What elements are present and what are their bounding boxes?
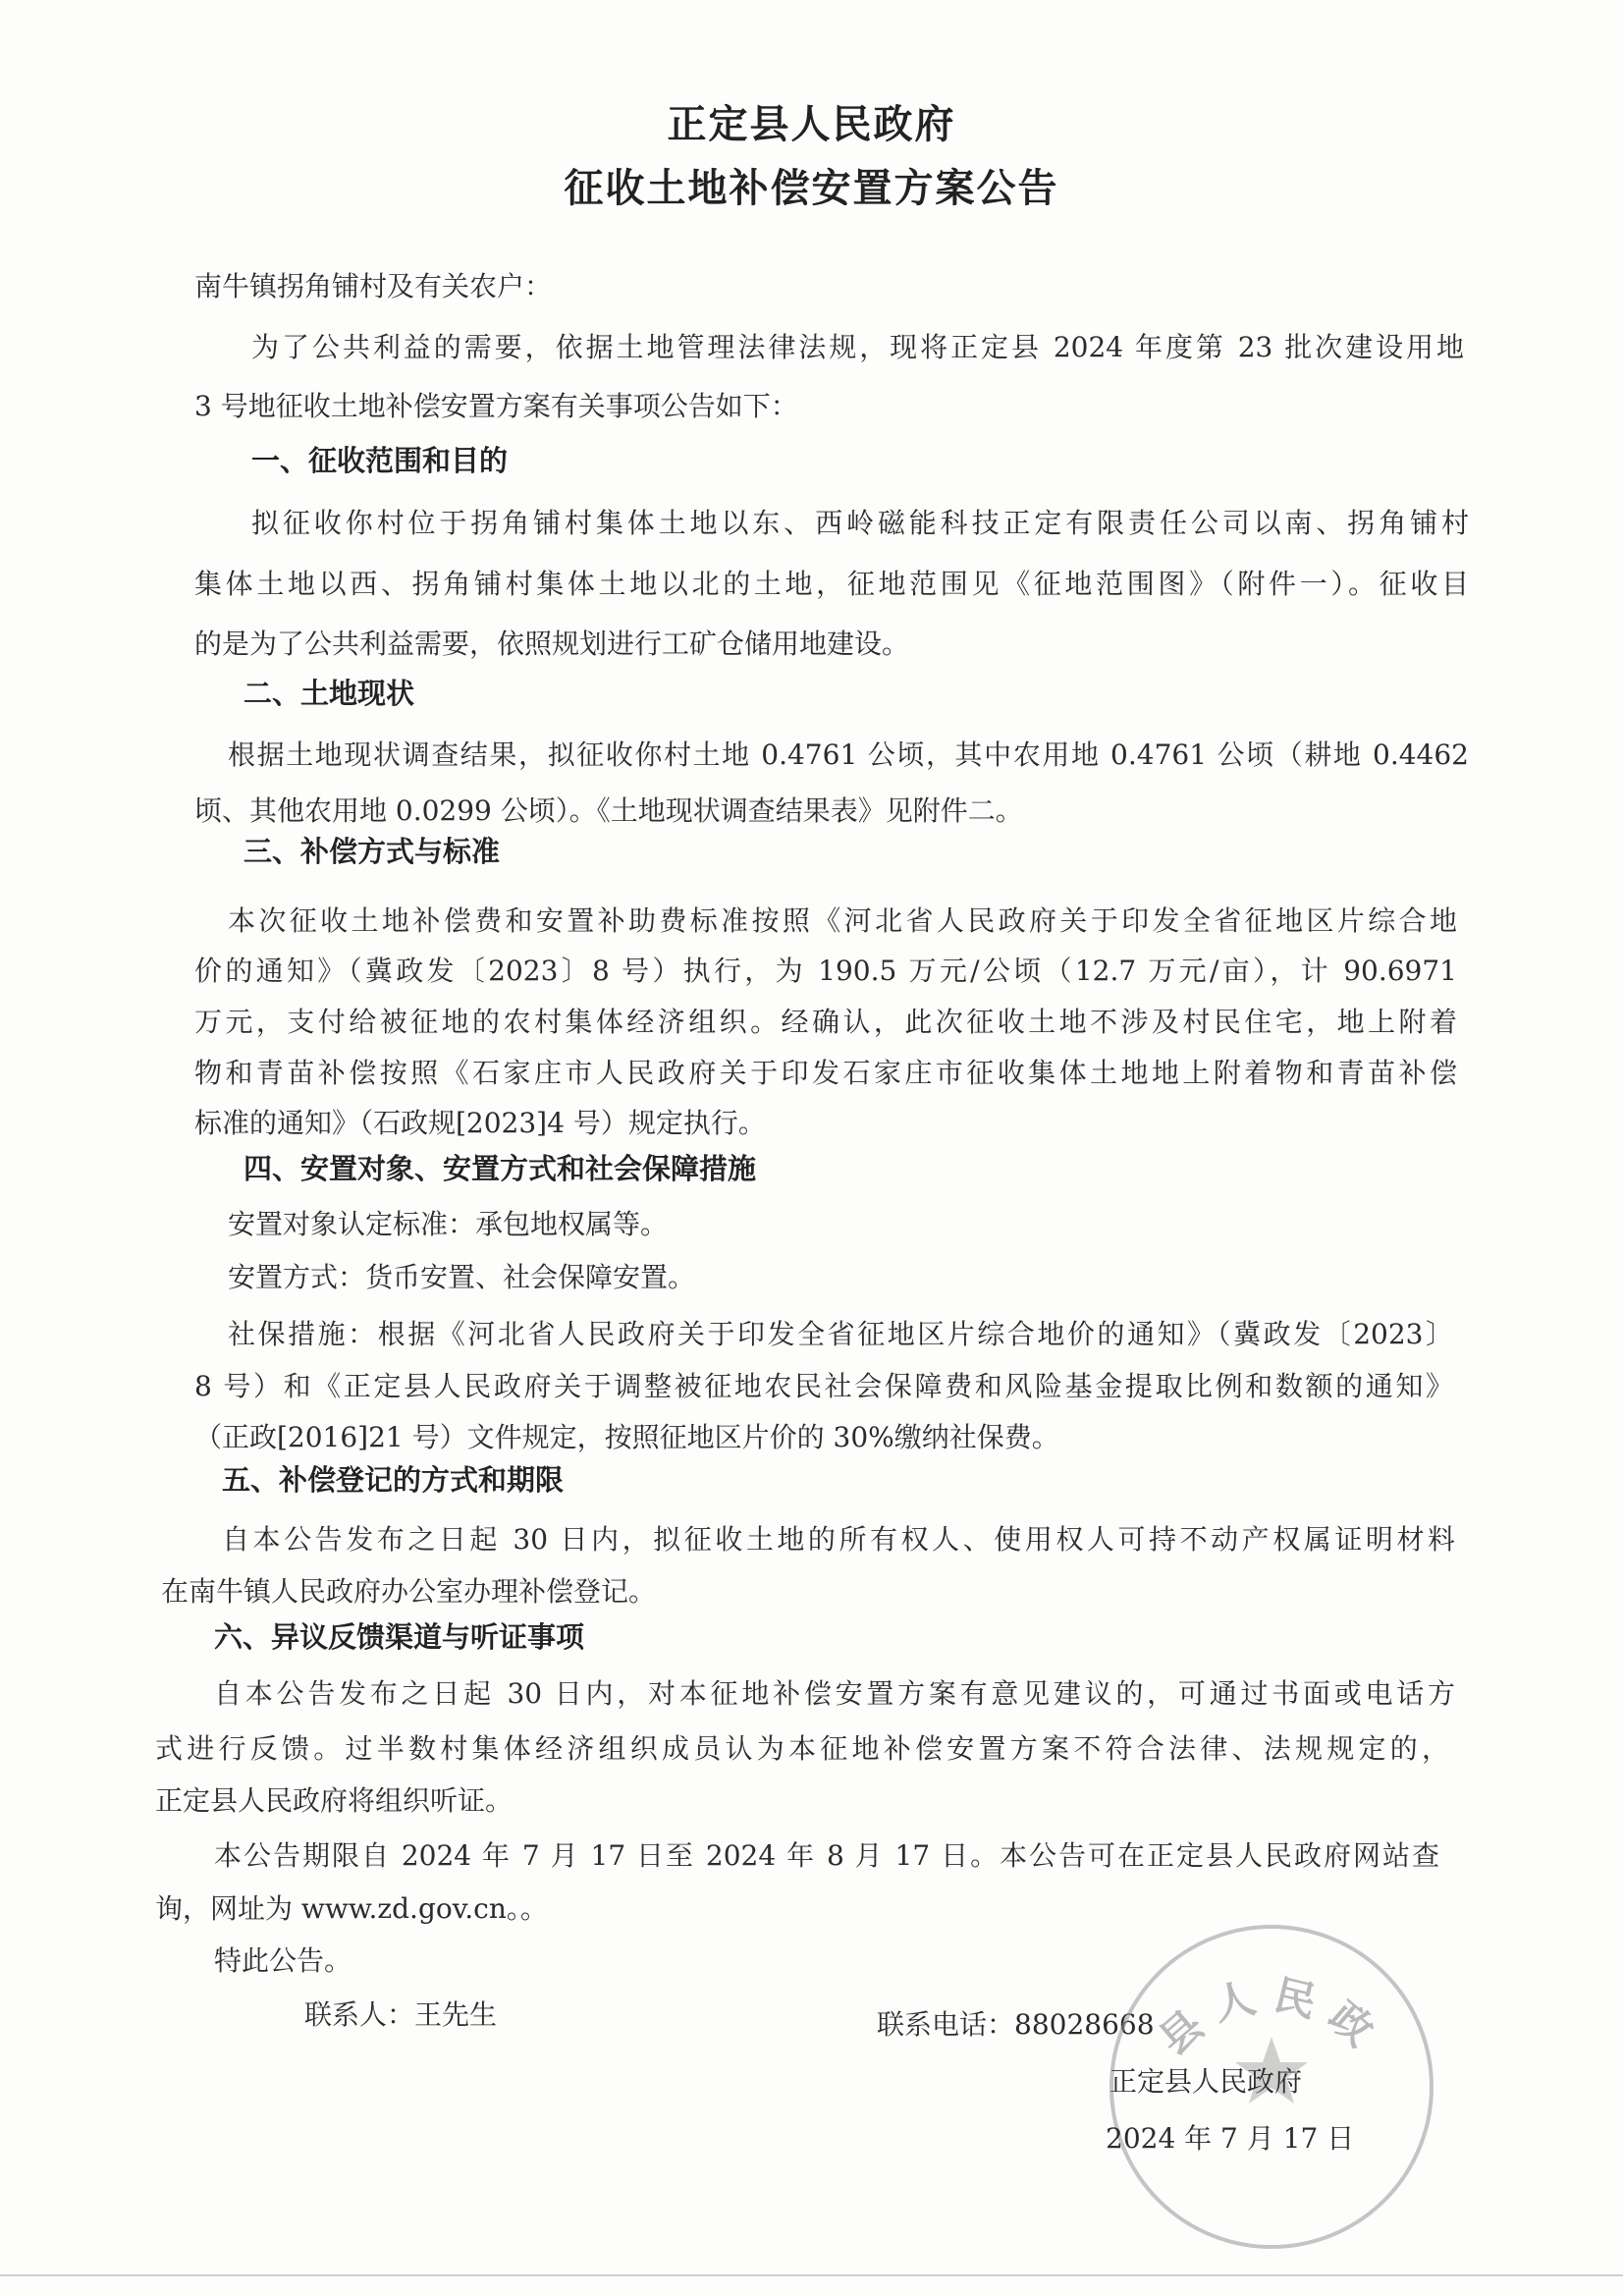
- section-2-line-1: 根据土地现状调查结果，拟征收你村土地 0.4761 公顷，其中农用地 0.4761 公顷（耕地 0.4462: [228, 738, 1469, 771]
- section-1-line-1: 拟征收你村位于拐角铺村集体土地以东、西岭磁能科技正定有限责任公司以南、拐角铺村: [251, 507, 1469, 539]
- section-5-line-2: 在南牛镇人民政府办公室办理补偿登记。: [161, 1575, 657, 1608]
- section-4-line-4: 8 号）和《正定县人民政府关于调整被征地农民社会保障费和风险基金提取比例和数额的通知》: [194, 1370, 1453, 1402]
- section-3-heading: 三、补偿方式与标准: [243, 835, 501, 868]
- intro-line-1: 为了公共利益的需要，依据土地管理法律法规，现将正定县 2024 年度第 23 批次建设用地: [251, 331, 1464, 363]
- section-1-heading: 一、征收范围和目的: [251, 444, 509, 477]
- section-4-line-2: 安置方式：货币安置、社会保障安置。: [228, 1261, 696, 1293]
- section-4-line-1: 安置对象认定标准：承包地权属等。: [228, 1208, 669, 1240]
- section-6-line-3: 正定县人民政府将组织听证。: [155, 1784, 514, 1817]
- section-6-line-2: 式进行反馈。过半数村集体经济组织成员认为本征地补偿安置方案不符合法律、法规规定的，: [155, 1732, 1449, 1765]
- contact-person: 联系人：王先生: [304, 1998, 498, 2031]
- section-2-heading: 二、土地现状: [243, 677, 415, 710]
- section-5-heading: 五、补偿登记的方式和期限: [222, 1463, 565, 1497]
- issuer-name: 正定县人民政府: [1109, 2065, 1303, 2098]
- section-6-heading: 六、异议反馈渠道与听证事项: [214, 1620, 585, 1654]
- intro-line-2: 3 号地征收土地补偿安置方案有关事项公告如下：: [194, 390, 798, 422]
- section-3-line-4: 物和青苗补偿按照《石家庄市人民政府关于印发石家庄市征收集体土地地上附着物和青苗补偿: [194, 1057, 1457, 1089]
- closing-line-2: 询，网址为 www.zd.gov.cn。。: [155, 1892, 548, 1925]
- page-bottom-edge: [0, 2274, 1623, 2276]
- seal-text: 县人民政: [1150, 1970, 1393, 2065]
- section-1-line-2: 集体土地以西、拐角铺村集体土地以北的土地，征地范围见《征地范围图》（附件一）。征收目: [194, 568, 1469, 600]
- issue-date: 2024 年 7 月 17 日: [1106, 2122, 1355, 2155]
- contact-phone: 联系电话：88028668: [877, 2008, 1155, 2041]
- section-6-line-1: 自本公告发布之日起 30 日内，对本征地补偿安置方案有意见建议的，可通过书面或电话方: [214, 1677, 1455, 1710]
- section-3-line-2: 价的通知》（冀政发〔2023〕8 号）执行，为 190.5 万元/公顷（12.7 万元/亩），计 90.6971: [194, 955, 1457, 987]
- section-3-line-1: 本次征收土地补偿费和安置补助费标准按照《河北省人民政府关于印发全省征地区片综合地: [228, 904, 1457, 937]
- section-4-line-3: 社保措施：根据《河北省人民政府关于印发全省征地区片综合地价的通知》（冀政发〔2023〕: [228, 1318, 1453, 1350]
- section-3-line-3: 万元，支付给被征地的农村集体经济组织。经确认，此次征收土地不涉及村民住宅，地上附着: [194, 1006, 1457, 1038]
- section-2-line-2: 顷、其他农用地 0.0299 公顷）。《土地现状调查结果表》见附件二。: [194, 794, 1023, 827]
- section-4-line-5: （正政[2016]21 号）文件规定，按照征地区片价的 30%缴纳社保费。: [194, 1421, 1059, 1453]
- section-5-line-1: 自本公告发布之日起 30 日内，拟征收土地的所有权人、使用权人可持不动产权属证明材料: [222, 1523, 1455, 1556]
- section-3-line-5: 标准的通知》（石政规[2023]4 号）规定执行。: [194, 1107, 766, 1139]
- section-1-line-3: 的是为了公共利益需要，依照规划进行工矿仓储用地建设。: [194, 628, 910, 660]
- document-subtitle: 征收土地补偿安置方案公告: [564, 166, 1059, 211]
- section-4-heading: 四、安置对象、安置方式和社会保障措施: [243, 1152, 757, 1185]
- addressee: 南牛镇拐角铺村及有关农户：: [194, 270, 553, 302]
- document-title: 正定县人民政府: [667, 102, 956, 147]
- closing-line-3: 特此公告。: [214, 1944, 352, 1977]
- closing-line-1: 本公告期限自 2024 年 7 月 17 日至 2024 年 8 月 17 日。本公告可在正定县人民政府网站查: [214, 1839, 1439, 1872]
